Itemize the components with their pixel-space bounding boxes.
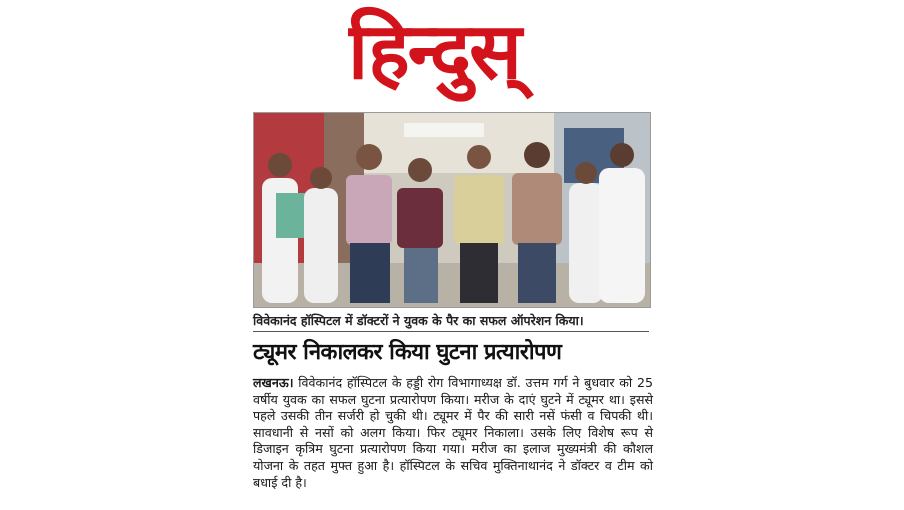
caption-divider bbox=[253, 331, 649, 332]
news-photo bbox=[253, 112, 651, 308]
newspaper-masthead: हिन्दुस् bbox=[348, 7, 520, 97]
photo-caption: विवेकानंद हॉस्पिटल में डॉक्टरों ने युवक के पैर का सफल ऑपरेशन किया। bbox=[253, 313, 584, 328]
hospital-corridor-group-photo bbox=[254, 113, 650, 307]
article-headline: ट्यूमर निकालकर किया घुटना प्रत्यारोपण bbox=[253, 340, 562, 365]
article-text: विवेकानंद हॉस्पिटल के हड्डी रोग विभागाध्यक्ष डॉ. उत्तम गर्ग ने बुधवार को 25 वर्षीय युवक का सफल घुटना प्रत्यारोपण किया। मरीज के दाएं घुटने में ट्यूमर था। इससे पहले उसकी तीन सर्जरी हो चुकी थी। ट्यूमर में पैर की सारी नसें फंसी व चिपकी थी। सावधानी से नसों को अलग किया। फिर ट्यूमर निकाला। उसके लिए विशेष रूप से डिजाइन कृत्रिम घुटना प्रत्यारोपण किया गया। मरीज का इलाज मुख्यमंत्री की कौशल योजना के तहत मुफ्त हुआ है। हॉस्पिटल के सचिव मुक्तिनाथानंद ने डॉक्टर व टीम को बधाई दी है। bbox=[253, 375, 653, 490]
article-dateline: लखनऊ। bbox=[253, 375, 294, 390]
article-body bbox=[253, 375, 653, 491]
